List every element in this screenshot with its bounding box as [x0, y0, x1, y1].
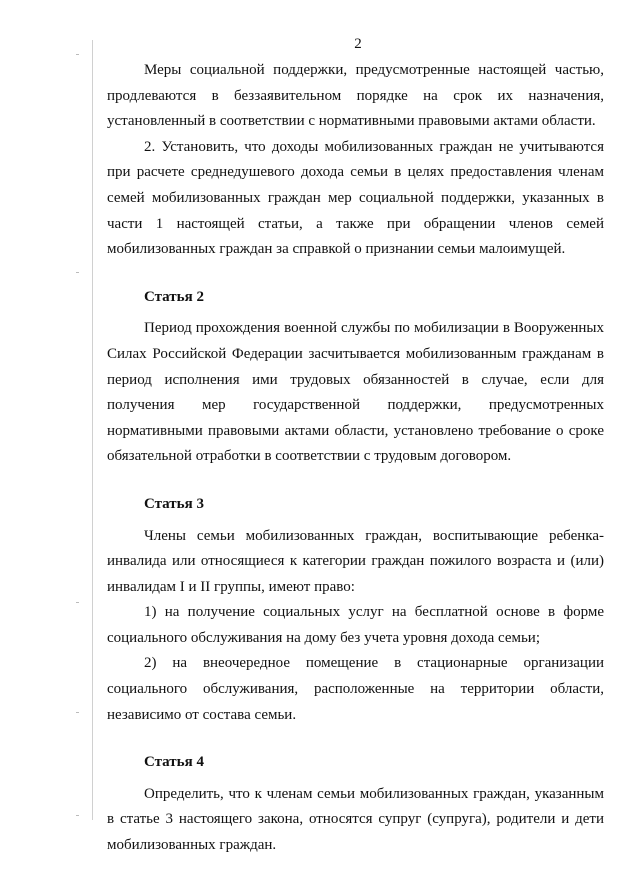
paragraph: Определить, что к членам семьи мобилизованных граждан, указанным в статье 3 настоящего закона, относятся супруг (супруга), родители и дети мобилизованных граждан.: [107, 785, 604, 854]
paragraph: Меры социальной поддержки, предусмотренные настоящей частью, продлеваются в беззаявительном порядке на срок их назначения, установленный в соответствии с нормативными правовыми актами области.: [107, 62, 604, 130]
document-body: [107, 58, 604, 859]
paragraph: Период прохождения военной службы по мобилизации в Вооруженных Силах Российской Федерации засчитывается мобилизованным гражданам в период исполнения ими трудовых обязанностей в случае, если для получения мер государственной поддержки, предусмотренных нормативными правовыми актами области, установлено требование о сроке обязательной отработки в соответствии с трудовым договором.: [107, 320, 604, 465]
paragraph: Члены семьи мобилизованных граждан, воспитывающие ребенка-инвалида или относящиеся к категории граждан пожилого возраста и (или) инвалидам I и II группы, имеют право:: [107, 527, 604, 595]
scan-margin-mark: [76, 712, 79, 713]
scan-margin-mark: [76, 272, 79, 273]
scan-margin-line: [92, 40, 93, 820]
paragraph: 2) на внеочередное помещение в стационарные организации социального обслуживания, расположенные на территории области, независимо от состава семьи.: [107, 655, 604, 723]
paragraph: 1) на получение социальных услуг на бесплатной основе в форме социального обслуживания на дому без учета уровня дохода семьи;: [107, 604, 604, 646]
paragraph: 2. Установить, что доходы мобилизованных граждан не учитываются при расчете среднедушевого дохода семьи в целях предоставления членам семей мобилизованных граждан мер социальной поддержки, указанных в части 1 настоящей статьи, а также при обращении членов семей мобилизованных граждан за справкой о признании семьи малоимущей.: [107, 138, 604, 258]
scan-margin-mark: [76, 54, 79, 55]
article-heading: Статья 3: [144, 495, 204, 512]
scan-margin-mark: [76, 815, 79, 816]
scan-margin-mark: [76, 602, 79, 603]
article-heading: Статья 4: [144, 754, 204, 771]
page-number: 2: [354, 36, 362, 52]
article-heading: Статья 2: [144, 288, 204, 305]
